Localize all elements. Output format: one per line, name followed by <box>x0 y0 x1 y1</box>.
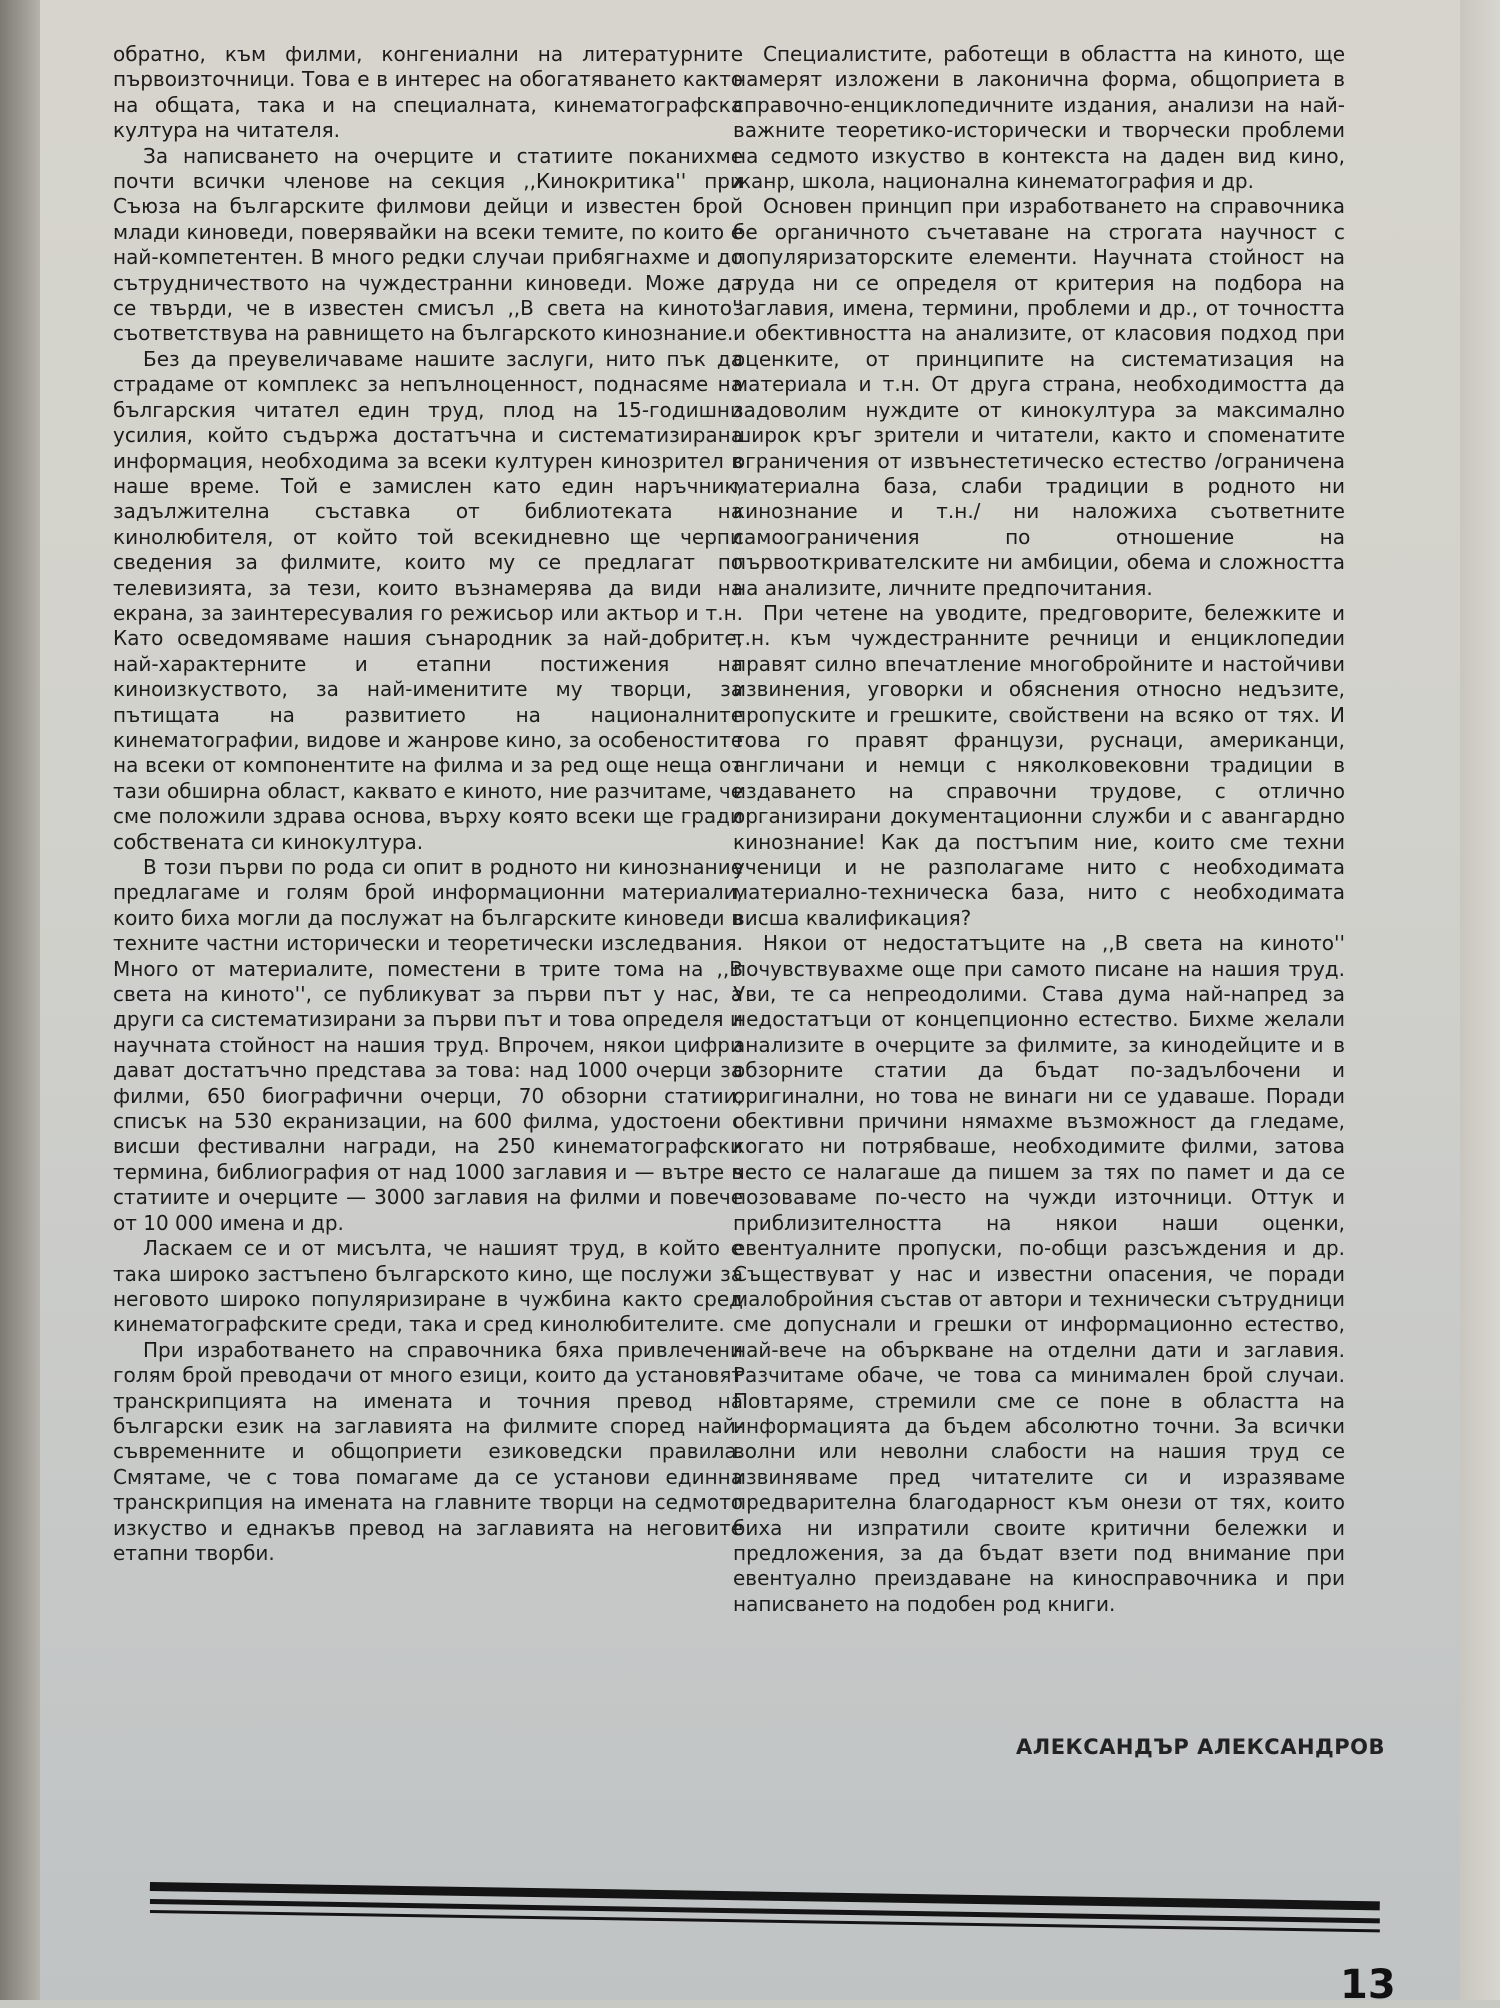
page-edge <box>1460 0 1500 2000</box>
right-column <box>733 42 1345 1617</box>
paragraph: Без да преувеличаваме нашите заслуги, нито пък да страдаме от комплекс за непълноценност, поднасяме на българския читател един труд, плод на 15-годишни усилия, който съдържа достатъчна и систематизирана информация, необходима за всеки културен кинозрител в наше време. Той е замислен като един наръчник, задължителна съставка от библиотеката на кинолюбителя, от който той всекидневно ще черпи сведения за филмите, които му се предлагат по телевизията, за тези, които възнамерява да види на екрана, за заинтересувалия го режисьор или актьор и т.н. Като осведомяваме нашия сънародник за най-добрите, най-характерните и етапни постижения на киноизкуството, за най-именитите му творци, за пътищата на развитието на националните кинематографии, видове и жанрове кино, за особеностите на всеки от компонентите на филма и за ред още неща от тази обширна област, каквато е киното, ние разчитаме, че сме положили здрава основа, върху която всеки ще гради собствената си кинокултура. <box>113 346 743 854</box>
paragraph: Ласкаем се и от мисълта, че нашият труд, в който е така широко застъпено българското кино, ще послужи за неговото широко популяризиране в чужбина както сред кинематографските среди, така и сред кинолюбителите. <box>113 1236 743 1337</box>
paragraph: Специалистите, работещи в областта на киното, ще намерят изложени в лаконична форма, общоприета в справочно-енциклопедичните издания, анализи на най-важните теоретико-исторически и творчески проблеми на седмото изкуство в контекста на даден вид кино, жанр, школа, национална кинематография и др. <box>733 42 1345 194</box>
author-signature: АЛЕКСАНДЪР АЛЕКСАНДРОВ <box>1016 1735 1385 1759</box>
paragraph: При четене на уводите, предговорите, бележките и т.н. към чуждестранните речници и енциклопедии правят силно впечатление многобройните и настойчиви извинения, уговорки и обяснения относно недъзите, пропуските и грешките, свойствени на всяко от тях. И това го правят французи, руснаци, американци, англичани и немци с няколковековни традиции в издаването на справочни трудове, с отлично организирани документационни служби и с авангардно кинознание! Как да постъпим ние, които сме техни ученици и не разполагаме нито с необходимата материално-техническа база, нито с необходимата висша квалификация? <box>733 600 1345 930</box>
paragraph: В този първи по рода си опит в родното ни кинознание предлагаме и голям брой информационни материали, които биха могли да послужат на българските киноведи в техните частни исторически и теоретически изследвания. Много от материалите, поместени в трите тома на ,,В света на киното'', се публикуват за първи път у нас, а други са систематизирани за първи път и това определя и научната стойност на нашия труд. Впрочем, някои цифри дават достатъчно представа за това: над 1000 очерци за филми, 650 биографични очерци, 70 обзорни статии, списък на 530 екранизации, на 600 филма, удостоени с висши фестивални награди, на 250 кинематографски термина, библиография от над 1000 заглавия и — вътре в статиите и очерците — 3000 заглавия на филми и повече от 10 000 имена и др. <box>113 855 743 1235</box>
paragraph: При изработването на справочника бяха привлечени голям брой преводачи от много езици, които да установят транскрипцията на имената и точния превод на български език на заглавията на филмите според най-съвременните и общоприети езиковедски правила. Смятаме, че с това помагаме да се установи единна транскрипция на имената на главните творци на седмото изкуство и еднакъв превод на заглавията на неговите етапни творби. <box>113 1337 743 1565</box>
left-column <box>113 42 743 1566</box>
paragraph: обратно, към филми, конгениални на литературните първоизточници. Това е в интерес на обогатяването както на общата, така и на специалната, кинематографска култура на читателя. <box>113 42 743 143</box>
page-number: 13 <box>1340 1962 1396 2008</box>
paragraph: За написването на очерците и статиите поканихме почти всички членове на секция ,,Кинокритика'' при Съюза на българските филмови дейци и известен брой млади киноведи, поверявайки на всеки темите, по които е най-компетентен. В много редки случаи прибягнахме и до сътрудничеството на чуждестранни киноведи. Може да се твърди, че в известен смисъл ,,В света на киното'' съответствува на равнището на българското кинознание. <box>113 143 743 346</box>
paragraph: Основен принцип при изработването на справочника бе органичното съчетаване на строгата научност с популяризаторските елементи. Научната стойност на труда ни се определя от критерия на подбора на заглавия, имена, термини, проблеми и др., от точността и обективността на анализите, от класовия подход при оценките, от принципите на систематизация на материала и т.н. От друга страна, необходимостта да задоволим нуждите от кинокултура за максимално широк кръг зрители и читатели, както и споменатите ограничения от извънестетическо естество /ограничена материална база, слаби традиции в родното ни кинознание и т.н./ ни наложиха съответните самоограничения по отношение на първооткривателските ни амбиции, обема и сложността на анализите, личните предпочитания. <box>733 194 1345 600</box>
paragraph: Някои от недостатъците на ,,В света на киното'' почувствувахме още при самото писане на нашия труд. Уви, те са непреодолими. Става дума най-напред за недостатъци от концепционно естество. Бихме желали анализите в очерците за филмите, за кинодейците и в обзорните статии да бъдат по-задълбочени и оригинални, но това не винаги ни се удаваше. Поради обективни причини нямахме възможност да гледаме, когато ни потрябваше, необходимите филми, затова често се налагаше да пишем за тях по памет и да се позоваваме по-често на чужди източници. Оттук и приблизителността на някои наши оценки, евентуалните пропуски, по-общи разсъждения и др. Съществуват у нас и известни опасения, че поради малобройния състав от автори и технически сътрудници сме допуснали и грешки от информационно естество, най-вече на объркване на отделни дати и заглавия. Разчитаме обаче, че това са минимален брой случаи. Повтаряме, стремили сме се поне в областта на информацията да бъдем абсолютно точни. За всички волни или неволни слабости на нашия труд се извиняваме пред читателите си и изразяваме предварителна благодарност към онези от тях, които биха ни изпратили своите критични бележки и предложения, за да бъдат взети под внимание при евентуално преиздаване на киносправочника и при написването на подобен род книги. <box>733 931 1345 1616</box>
